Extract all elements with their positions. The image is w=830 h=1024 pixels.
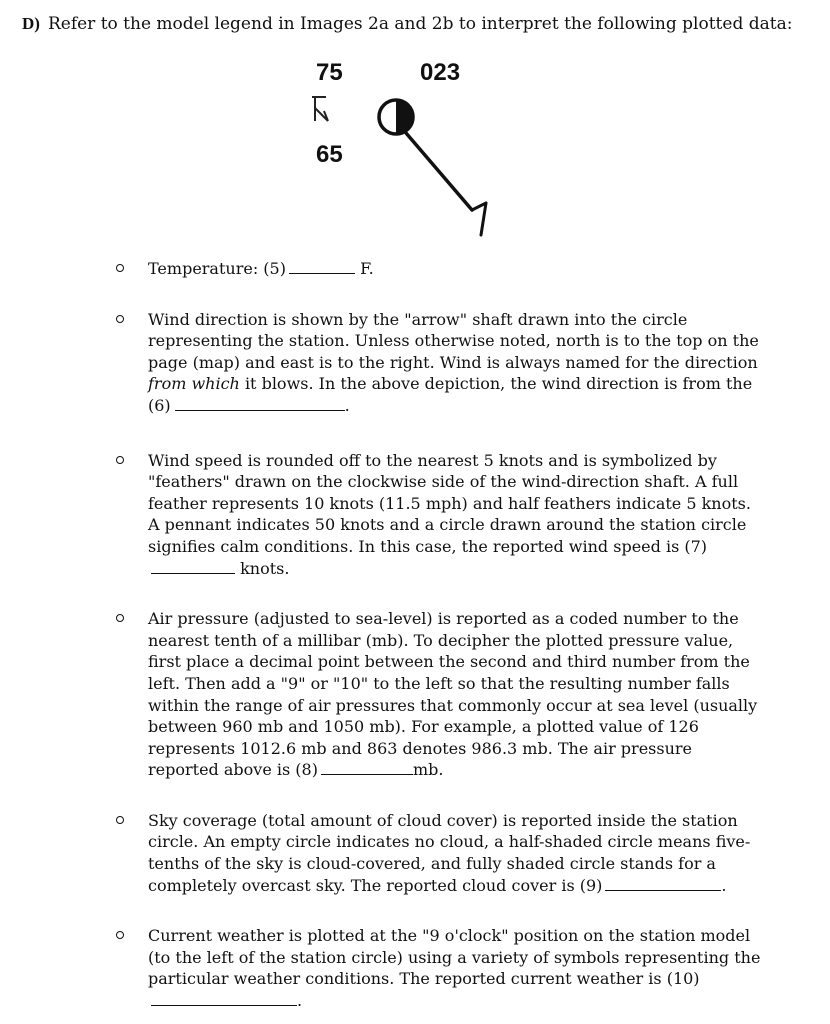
station-model-diagram [300, 55, 500, 245]
question-text: Current weather is plotted at the "9 o'clock" position on the station model (to the left of the station circle) using a variety of symbols representing the particular weather conditions. The reported current weather is (10) [148, 926, 761, 989]
wind-shaft [406, 133, 472, 210]
question-letter: D) [22, 14, 40, 33]
answer-blank[interactable] [151, 991, 297, 1006]
question-text: Sky coverage (total amount of cloud cover) is reported inside the station circle. An empty circle indicates no cloud, a half-shaded circle means five-tenths of the sky is cloud-covered, and fully shaded circle stands for a completely overcast sky. The reported cloud cover is (9) [148, 810, 751, 895]
question-text: Air pressure (adjusted to sea-level) is reported as a coded number to the nearest tenth of a millibar (mb). To decipher the plotted pressure value, first place a decimal point between the second and third number from the left. Then add a "9" or "10" to the left so that the resulting number falls within the range of air pressures that commonly occur at sea level (usually between 960 mb and 1050 mb). For example, a plotted value of 126 represents 1012.6 mb and 863 denotes 986.3 mb. The air pressure reported above is (8) [148, 609, 758, 780]
question-suffix: mb. [412, 760, 444, 780]
question-text: Temperature: (5) [148, 259, 286, 278]
question-suffix: knots. [240, 558, 290, 578]
bullet-icon [116, 315, 124, 323]
list-item [114, 258, 764, 280]
bullet-icon [116, 456, 124, 464]
question-text: Wind speed is rounded off to the nearest 5 knots and is symbolized by "feathers" drawn on the clockwise side of the wind-direction shaft. A full feather represents 10 knots (11.5 mph) and half feathers indicate 5 knots. A pennant indicates 50 knots and a circle drawn around the station circle signifies calm conditions. In this case, the reported wind speed is (7) [148, 450, 751, 556]
list-item [114, 925, 764, 1011]
answer-blank[interactable] [289, 259, 355, 274]
question-text: Wind direction is shown by the "arrow" shaft drawn into the circle representing the station. Unless otherwise noted, north is to the top on the page (map) and east is to the right. Wind is always named for the direction [148, 309, 759, 372]
list-item [114, 608, 764, 781]
bullet-icon [116, 816, 124, 824]
answer-blank[interactable] [151, 559, 235, 574]
question-suffix: F. [360, 259, 374, 278]
bullet-icon [116, 264, 124, 272]
model-dewpoint: 65 [316, 141, 343, 168]
answer-blank[interactable] [175, 396, 345, 411]
question-suffix: . [721, 875, 727, 895]
question-suffix: . [297, 991, 303, 1011]
bullet-icon [116, 931, 124, 939]
question-suffix: . [344, 395, 350, 415]
answer-blank[interactable] [605, 876, 721, 891]
list-item [114, 309, 764, 417]
list-item [114, 810, 764, 896]
heading-text: Refer to the model legend in Images 2a and 2b to interpret the following plotted data: [47, 14, 793, 34]
question-text: it blows. In the above depiction, the wind direction is from the (6) [148, 374, 753, 415]
bullet-icon [116, 614, 124, 622]
wind-feather [472, 203, 486, 235]
list-item [114, 450, 764, 580]
answer-blank[interactable] [321, 760, 413, 775]
model-pressure: 023 [420, 59, 461, 86]
present-weather-symbol [312, 97, 328, 121]
question-heading [22, 12, 812, 36]
model-temperature: 75 [316, 59, 343, 86]
question-list [114, 258, 764, 1012]
question-emphasis: from which [148, 374, 240, 394]
